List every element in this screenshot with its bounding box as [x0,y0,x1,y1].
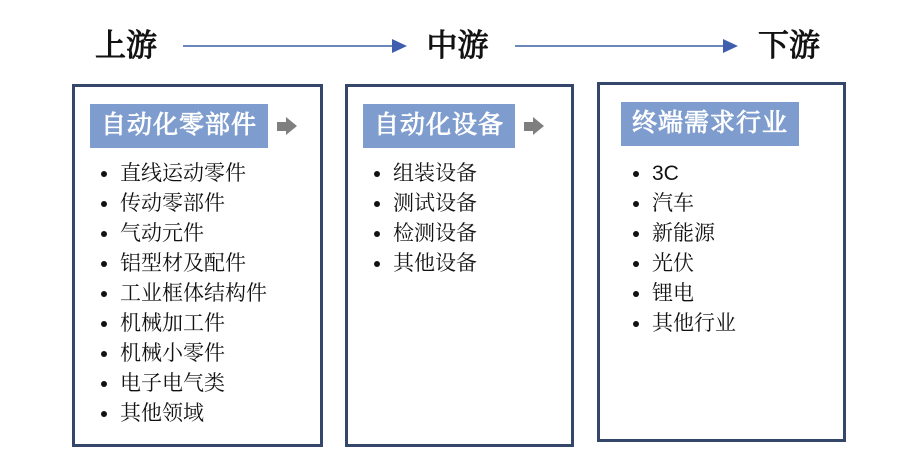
category-badge: 自动化设备 [363,104,515,148]
stage-label-upstream: 上游 [95,28,157,63]
list-item: • 其他领域 [120,402,320,426]
list-item: • 其他设备 [393,252,571,276]
chain-stage-header [95,26,820,66]
flow-arrow-icon [515,45,737,47]
list-item: • 电子电气类 [120,372,320,396]
list-item: • 机械小零件 [120,342,320,366]
upstream-box [72,84,323,447]
downstream-box [597,82,846,442]
item-list [348,162,571,276]
midstream-box [345,84,574,447]
list-item: • 铝型材及配件 [120,252,320,276]
item-list [600,162,843,336]
category-badge: 终端需求行业 [621,102,799,146]
list-item: • 光伏 [652,252,843,276]
list-item: • 工业框体结构件 [120,282,320,306]
midstream-box-header [363,104,561,148]
list-item: • 直线运动零件 [120,162,320,186]
list-item: • 机械加工件 [120,312,320,336]
list-item: • 汽车 [652,192,843,216]
list-item: • 其他行业 [652,312,843,336]
list-item: • 传动零部件 [120,192,320,216]
upstream-box-header [90,104,310,148]
list-item: • 3C [652,162,843,186]
flow-arrow-icon [183,45,405,47]
list-item: • 测试设备 [393,192,571,216]
list-item: • 新能源 [652,222,843,246]
category-badge: 自动化零部件 [90,104,268,148]
downstream-box-header [621,102,833,146]
right-block-arrow-icon [277,117,297,135]
stage-label-downstream: 下游 [758,28,820,63]
list-item: • 气动元件 [120,222,320,246]
list-item: • 锂电 [652,282,843,306]
list-item: • 组装设备 [393,162,571,186]
right-block-arrow-icon [524,117,544,135]
item-list [75,162,320,426]
list-item: • 检测设备 [393,222,571,246]
stage-label-midstream: 中游 [426,28,489,63]
